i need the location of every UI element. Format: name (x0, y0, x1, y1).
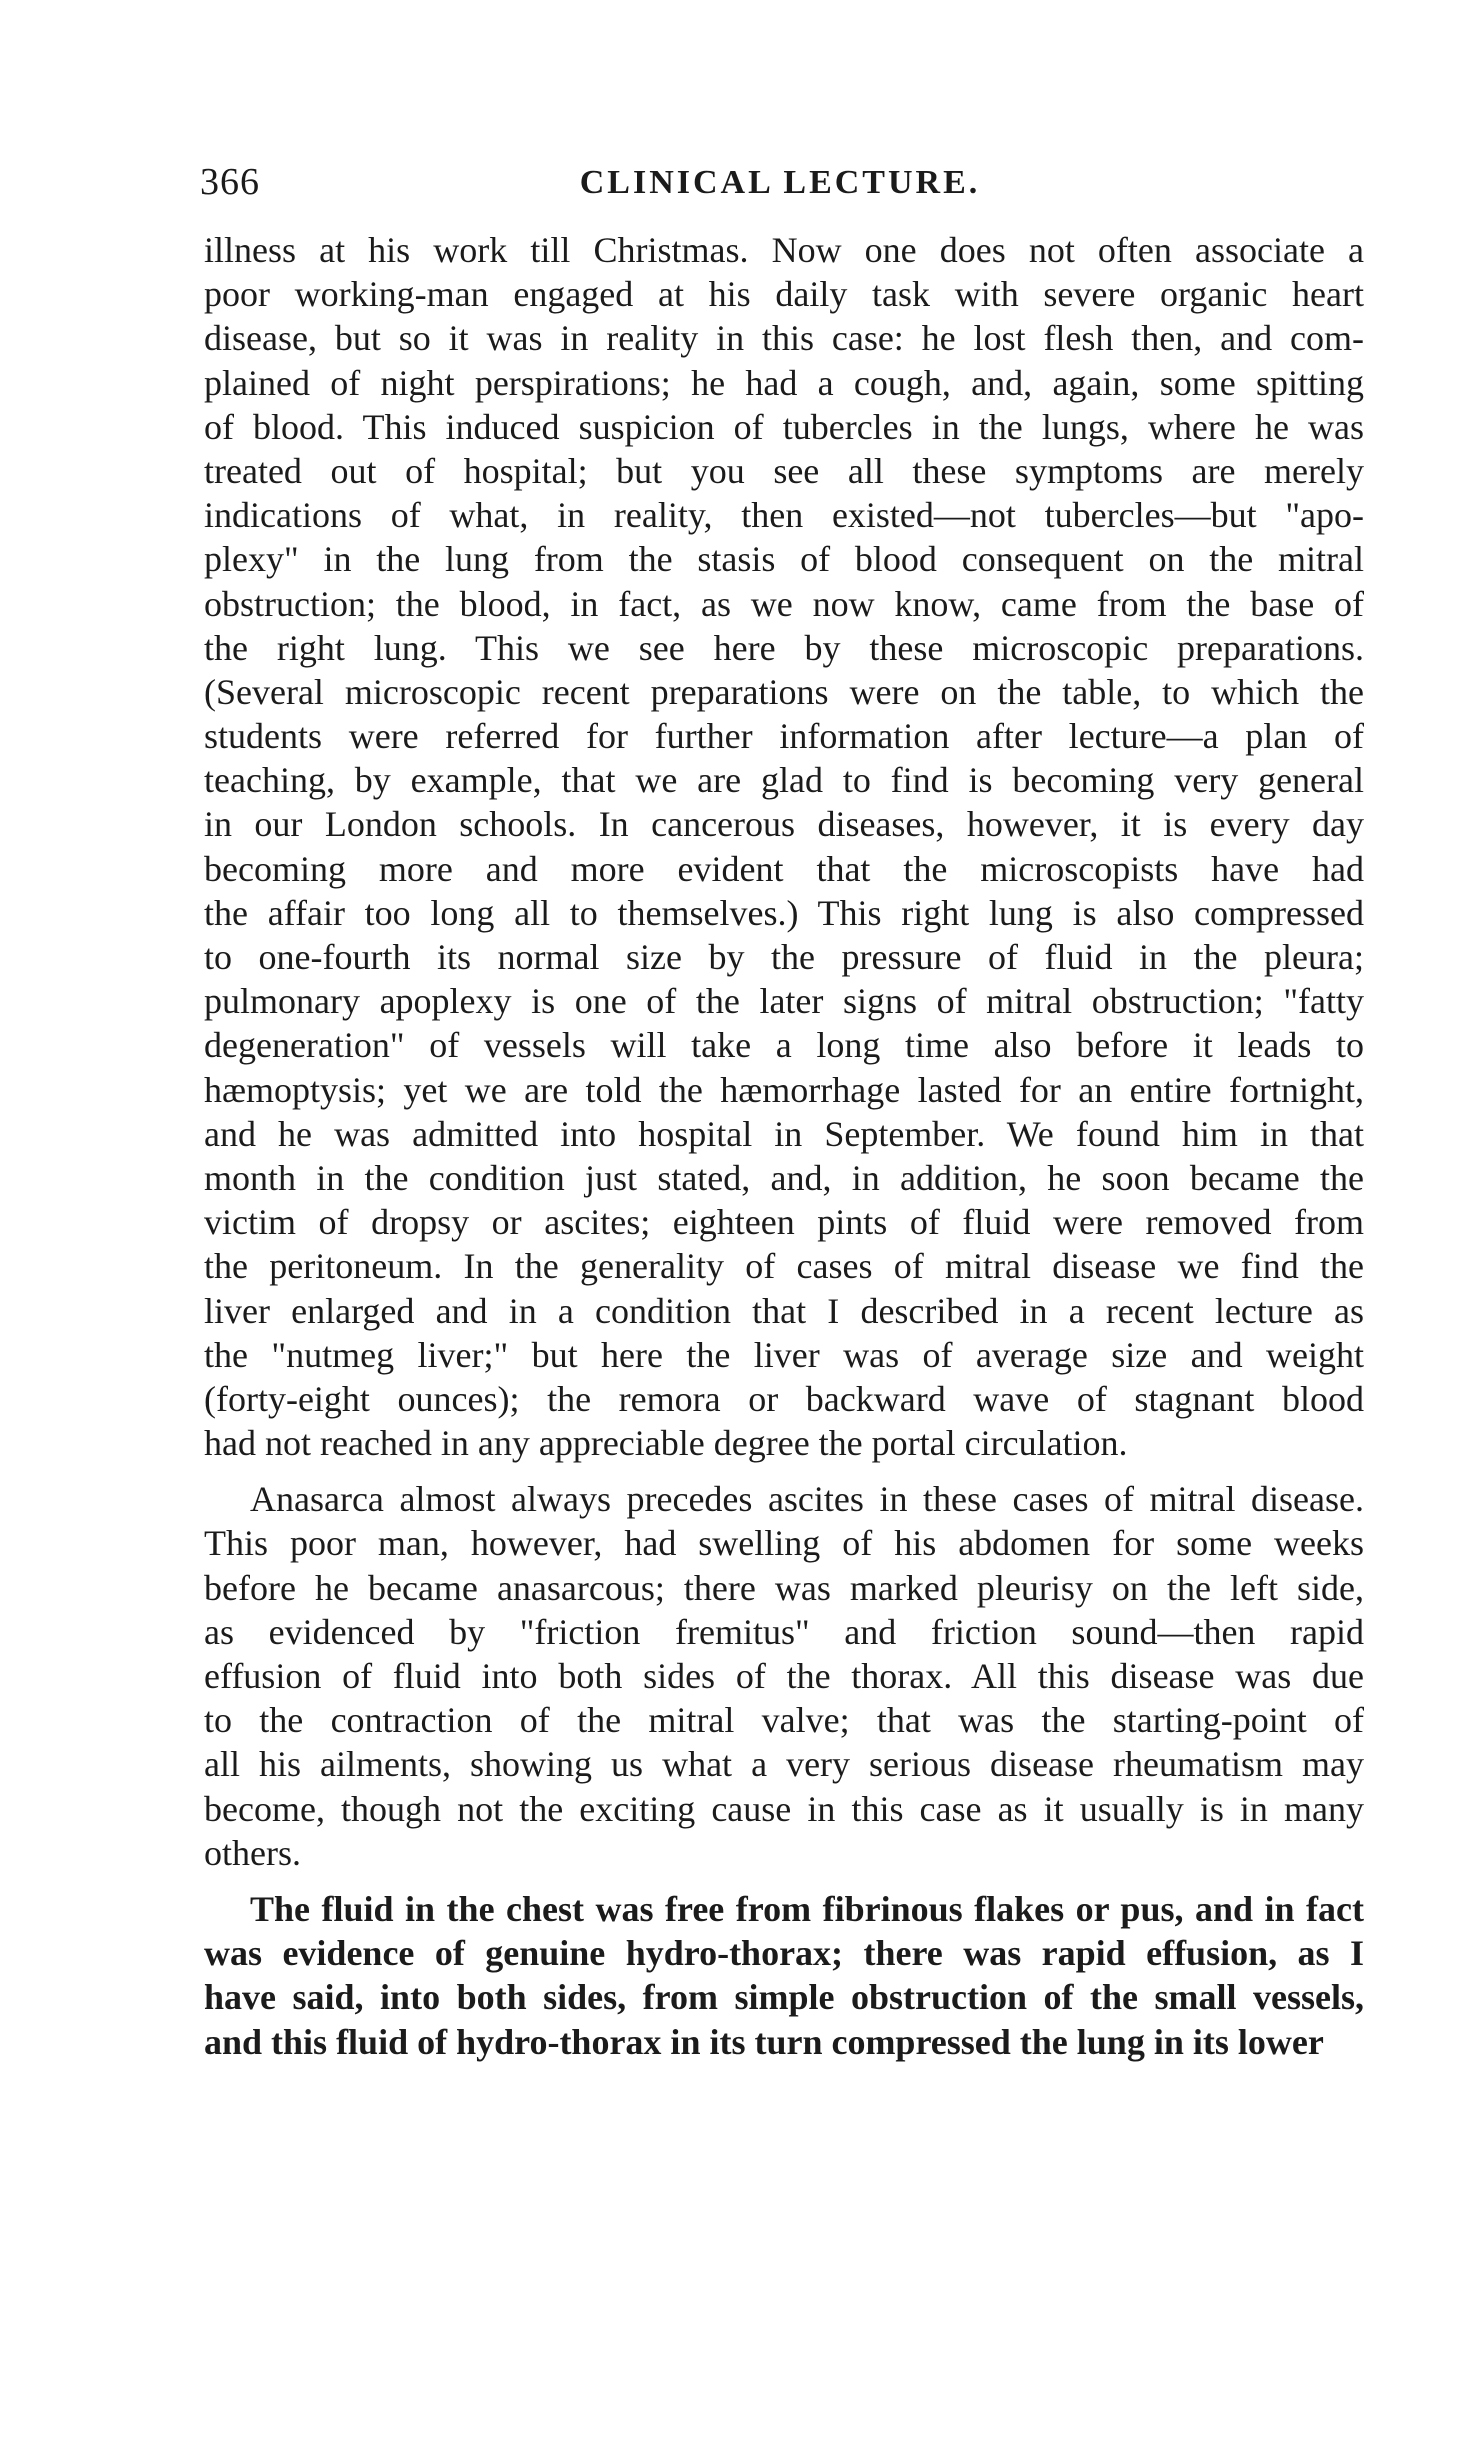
body-text (204, 228, 1364, 2076)
text-line: the peritoneum. In the generality of cases of mitral disease we find the (204, 1246, 1364, 1287)
text-line: degeneration" of vessels will take a long time also before it leads to (204, 1025, 1364, 1066)
text-line: had not reached in any appreciable degree the portal circulation. (204, 1423, 1128, 1464)
text-line: hæmoptysis; yet we are told the hæmorrhage lasted for an entire fortnight, (204, 1069, 1364, 1110)
text-line: Anasarca almost always precedes ascites in these cases of mitral disease. (250, 1479, 1364, 1520)
page-header (200, 160, 1360, 212)
text-line: become, though not the exciting cause in this case as it usually is in many (204, 1788, 1364, 1829)
text-line: was evidence of genuine hydro-thorax; there was rapid effusion, as I (204, 1933, 1364, 1974)
page-number: 366 (200, 161, 260, 203)
text-line: the right lung. This we see here by these microscopic preparations. (204, 627, 1364, 668)
text-line: treated out of hospital; but you see all these symptoms are merely (204, 450, 1364, 491)
paragraph (204, 1477, 1364, 1875)
text-line: have said, into both sides, from simple obstruction of the small vessels, (204, 1977, 1364, 2018)
text-line: and he was admitted into hospital in September. We found him in that (204, 1113, 1364, 1154)
text-line: pulmonary apoplexy is one of the later signs of mitral obstruction; "fatty (204, 981, 1364, 1022)
text-line: and this fluid of hydro-thorax in its turn compressed the lung in its lower (204, 2021, 1324, 2062)
text-line: in our London schools. In cancerous diseases, however, it is every day (204, 804, 1364, 845)
text-line: all his ailments, showing us what a very serious disease rheumatism may (204, 1744, 1364, 1785)
text-line: month in the condition just stated, and, in addition, he soon became the (204, 1157, 1364, 1198)
text-line: illness at his work till Christmas. Now one does not often associate a (204, 230, 1364, 270)
text-line: poor working-man engaged at his daily task with severe organic heart (204, 274, 1364, 315)
text-line: (Several microscopic recent preparations were on the table, to which the (204, 671, 1364, 712)
text-line: before he became anasarcous; there was marked pleurisy on the left side, (204, 1567, 1364, 1608)
text-line: the "nutmeg liver;" but here the liver was of average size and weight (204, 1334, 1364, 1375)
text-line: liver enlarged and in a condition that I described in a recent lecture as (204, 1290, 1364, 1331)
text-line: The fluid in the chest was free from fibrinous flakes or pus, and in fact (250, 1888, 1364, 1929)
text-line: the affair too long all to themselves.) This right lung is also compressed (204, 892, 1364, 933)
text-line: indications of what, in reality, then existed—not tubercles—but "apo- (204, 495, 1364, 536)
text-line: to one-fourth its normal size by the pressure of fluid in the pleura; (204, 937, 1364, 977)
paragraph (204, 228, 1364, 1465)
text-line: plexy" in the lung from the stasis of blood consequent on the mitral (204, 539, 1364, 580)
text-line: teaching, by example, that we are glad to find is becoming very general (204, 760, 1364, 801)
paragraph (204, 1887, 1364, 2064)
text-line: victim of dropsy or ascites; eighteen pints of fluid were removed from (204, 1202, 1364, 1243)
text-line: to the contraction of the mitral valve; that was the starting-point of (204, 1700, 1364, 1741)
text-line: others. (204, 1832, 301, 1873)
text-line: as evidenced by "friction fremitus" and friction sound—then rapid (204, 1611, 1364, 1652)
text-line: effusion of fluid into both sides of the thorax. All this disease was due (204, 1656, 1364, 1696)
text-line: (forty-eight ounces); the remora or backward wave of stagnant blood (204, 1378, 1364, 1419)
text-line: plained of night perspirations; he had a cough, and, again, some spitting (204, 362, 1364, 403)
running-head: CLINICAL LECTURE. (579, 164, 981, 201)
text-line: This poor man, however, had swelling of his abdomen for some weeks (204, 1523, 1364, 1564)
text-line: of blood. This induced suspicion of tubercles in the lungs, where he was (204, 406, 1364, 447)
text-line: becoming more and more evident that the microscopists have had (204, 848, 1364, 889)
text-line: students were referred for further information after lecture—a plan of (204, 716, 1364, 757)
text-line: obstruction; the blood, in fact, as we now know, came from the base of (204, 583, 1364, 624)
text-line: disease, but so it was in reality in this case: he lost flesh then, and com- (204, 318, 1364, 359)
